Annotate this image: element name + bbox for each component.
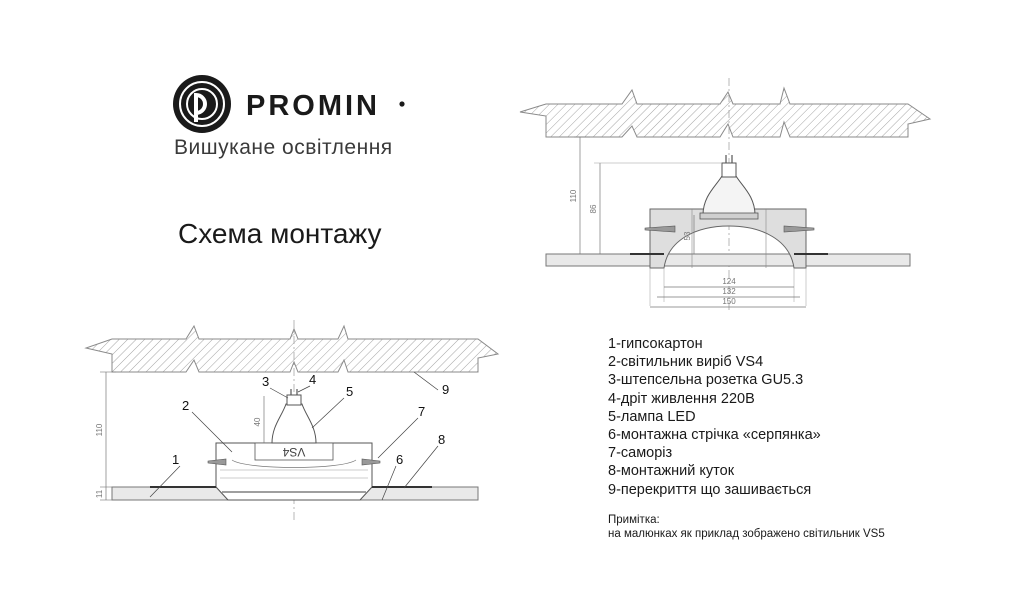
legend-item: 1-гипсокартон [608,336,703,352]
top-screw-right [784,226,814,232]
callout-5: 5 [346,384,354,399]
brand-name: PROMIN [246,90,380,122]
bottom-section-drawing [86,320,498,522]
top-dim-110: 110 [569,189,578,203]
top-socket [722,163,736,177]
bottom-screw-right [362,459,380,465]
callout-6: 6 [396,452,404,467]
bottom-dim-11: 11 [95,489,104,499]
top-ceiling-slab [520,88,930,137]
top-dim-86: 86 [589,204,598,214]
bottom-screw-left [208,459,226,465]
legend-item: 4-дріт живлення 220В [608,390,755,407]
bottom-fixture-label: VS4 [282,445,306,459]
legend-item: 5-лампа LED [608,408,696,425]
callout-4: 4 [309,372,317,387]
callout-8: 8 [438,432,446,447]
note [608,513,885,541]
brand-tagline: Вишукане освітлення [174,136,393,159]
bottom-dim-40: 40 [253,417,262,427]
page-title: Схема монтажу [178,218,382,249]
legend-item: 9-перекриття що зашивається [608,481,812,498]
bottom-dim-110: 110 [95,423,104,437]
top-dim-150: 150 [722,297,736,306]
callout-1: 1 [172,452,180,467]
bottom-socket [287,395,301,405]
legend-item: 8-монтажний куток [608,463,735,480]
note-text: на малюнках як приклад зображено світильник VS5 [608,528,885,540]
callout-9: 9 [442,382,450,397]
note-heading: Примітка: [608,514,660,526]
legend-list [608,335,821,499]
top-dim-132: 132 [722,287,736,296]
bottom-lamp [272,404,316,443]
top-lamp [703,176,755,215]
top-section-drawing [520,78,930,312]
legend-item: 7-саморіз [608,445,673,462]
legend-item: 6-монтажна стрічка «серпянка» [608,427,821,444]
top-dim-124: 124 [722,277,736,286]
bottom-ceiling-slab [86,326,498,372]
legend-item: 2-світильник виріб VS4 [608,354,764,371]
callout-7: 7 [418,404,426,419]
top-dim-53: 53 [683,231,692,241]
top-drywall [546,254,910,266]
legend-item: 3-штепсельна розетка GU5.3 [608,372,804,389]
callout-2: 2 [182,398,190,413]
callout-3: 3 [262,374,270,389]
